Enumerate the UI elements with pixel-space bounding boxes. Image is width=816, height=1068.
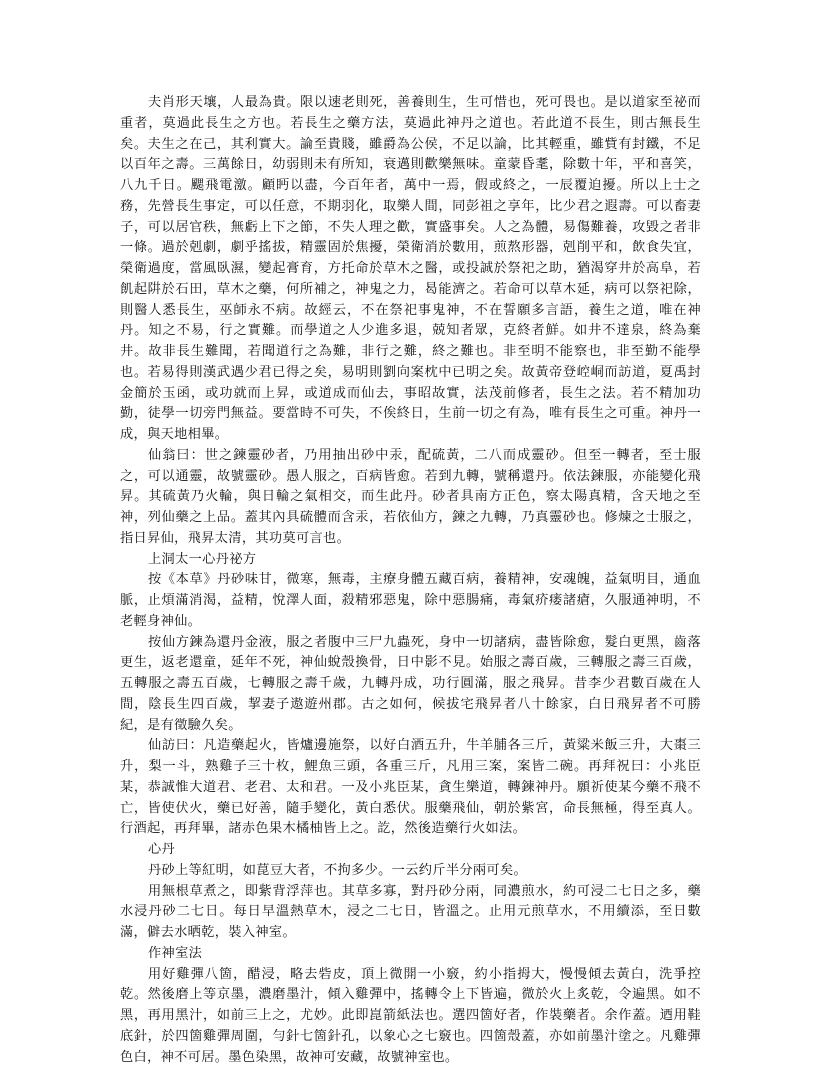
paragraph-xianweng: 仙翁曰：世之鍊靈砂者，乃用抽出砂中汞，配硫黃，二八而成靈砂。但至一轉者，至士服之，可以通靈，故號靈砂。愚人服之，百病皆愈。若到九轉，號稱還丹。依法鍊服，亦能變化飛昇。其硫黃乃火輪，與日輪之氣相交，而生此丹。砂者具南方正色，察太陽真精，含天地之至神，列仙藥之上品。蓋其內具硫體而含汞，若依仙方，鍊之九轉，乃真靈砂也。修煉之士服之，指日昇仙，飛昇太清，其功莫可言也。: [120, 446, 701, 550]
paragraph-xianfang: 按仙方鍊為還丹金液，服之者腹中三尸九蟲死，身中一切諸病，盡皆除愈，髮白更黑，齒落更生，返老還童，延年不死，神仙蛻殼換骨，日中影不見。始服之壽百歲，三轉服之壽三百歲，五轉服之壽五百歲，七轉服之壽千歲，九轉丹成，功行圓滿，服之飛昇。昔李少君數百歲在人間，陰長生四百歲，挈妻子遨遊州郡。古之如何，候拔宅飛昇者八十餘家，白日飛昇者不可勝紀，是有徵驗久矣。: [120, 633, 701, 737]
paragraph-dansha: 丹砂上等紅明，如菎豆大者，不拘多少。一云约斤半分兩可矣。: [120, 861, 701, 882]
paragraph-shenshi-method: 用好雞彈八箇，醋浸，略去砦皮，頂上微開一小竅，約小指拇大，慢慢傾去黃白，洗爭控乾。然後磨上等京墨，濃磨墨汁，傾入雞彈中，搖轉令上下皆遍，微於火上炙乾，令遍黑。如不黑，再用黑汁，如前三上之，尤妙。此即崑箭紙法也。選四箇好者，作裝藥者。余作蓋。迺用鞋底針，於四箇雞彈周圍，勻針七箇針孔，以象心之七竅也。四箇殼蓋，亦如前墨汁塗之。凡雞彈色白，神不可居。墨色染黑，故神可安藏，故號神室也。: [120, 965, 701, 1068]
section-heading-xindan: 心丹: [120, 840, 701, 861]
paragraph-intro: 夫肖形天壤，人最為貴。限以速老則死，善養則生，生可惜也，死可畏也。是以道家至祕而重者，莫過此長生之方也。若長生之藥方法，莫過此神丹之道也。若此道不長生，則古無長生矣。夫生之在己，其利實大。論至貴賤，雖爵為公侯，不足以論，比其輕重，雖貲有封鐵，不足以百年之壽。三萬餘日，幼弱則未有所知，衰邁則歡樂無味。童蒙昏耄，除數十年，平和喜笑，八九千日。颸飛電激。顧眄以盡，今百年者，萬中一焉，假或終之，一辰覆迫擾。所以上士之務，先營長生事定，可以任意，不期羽化，取樂人間，同彭祖之享年，比少君之遐壽。可以畜妻子，可以居官秩，無虧上下之節，不失人理之歡，實盛事矣。人之為體，易傷難養，攻毀之者非一條。過於剋劇，劇乎搖拔，精靈固於焦擾，榮衛消於數用，煎熬形器，剋削平和，飲食失宜，榮衛過度，當風臥濕，變起膏育，方托命於草木之醫，或投誠於祭祀之助，猶渴穿井於高阜，若飢起阱於石田，草木之藥，何所補之，神鬼之力，曷能濟之。若命可以草木延，病可以祭祀除，則醫人悉長生，巫師永不病。故經云，不在祭祀事鬼神，不在誓願多言語，養生之道，唯在神丹。知之不易，行之實難。而學道之人少進多退，兢知者眾，克終者鮮。如井不達泉，終為棄井。故非長生難聞，若聞道行之為難，非行之難，終之難也。非至明不能察也，非至勤不能學也。若易得則漢武遇少君已得之矣，易明則劉向案枕中已明之矣。故黃帝登崆峒而訪道，夏禹封金簡於玉函，或功就而上昇，或道成而仙去，事昭故實，法茂前修者，長生之法。若不精加功勤，徒學一切旁門無益。要當時不可失，不俟終日，生前一切之有為，唯有長生之可重。神丹一成，與天地相畢。: [120, 93, 701, 446]
paragraph-bencao: 按《本草》丹砂味甘，微寒，無毒，主療身體五藏百病，養精神，安魂魄，益氣明目，通血脈，止煩滿消渴，益精，悅澤人面，殺精邪惡鬼，除中惡腸痛，毒氣疥瘘諸瘡，久服通神明，不老輕身神仙。: [120, 570, 701, 632]
paragraph-xianfang-ritual: 仙訪曰：凡造藥起火，皆爐邊施祭，以好白酒五升，牛羊脯各三斤，黃粱米飯三升，大棗三升，梨一斗，熟雞子三十枚，鯉魚三頭，各重三斤，凡用三案，案皆二碗。再拜祝曰：小兆臣某，恭誠惟大道君、老君、太和君。一及小兆臣某，貪生樂道，轉鍊神丹。願祈使某今藥不飛不亡，皆使伏火，藥已好善，隨手變化，黃白悉伏。服藥飛仙，朝於紫宮，命長無極，得至真人。行酒起，再拜畢，諸赤色果木橘柚皆上之。訖，然後造藥行火如法。: [120, 736, 701, 840]
section-heading-shenshi: 作神室法: [120, 944, 701, 965]
paragraph-wugencao: 用無根草煮之，即紫背浮萍也。其草多寡，對丹砂分兩，同濃煎水，約可浸二七日之多，藥水浸丹砂二七日。每日早溫熱草木，浸之二七日，皆溫之。止用元煎草水，不用續添，至日數滿，僻去水晒乾，裝入神室。: [120, 882, 701, 944]
document-page: [120, 93, 701, 1068]
section-heading-taiyi-xindan: 上洞太一心丹祕方: [120, 550, 701, 571]
